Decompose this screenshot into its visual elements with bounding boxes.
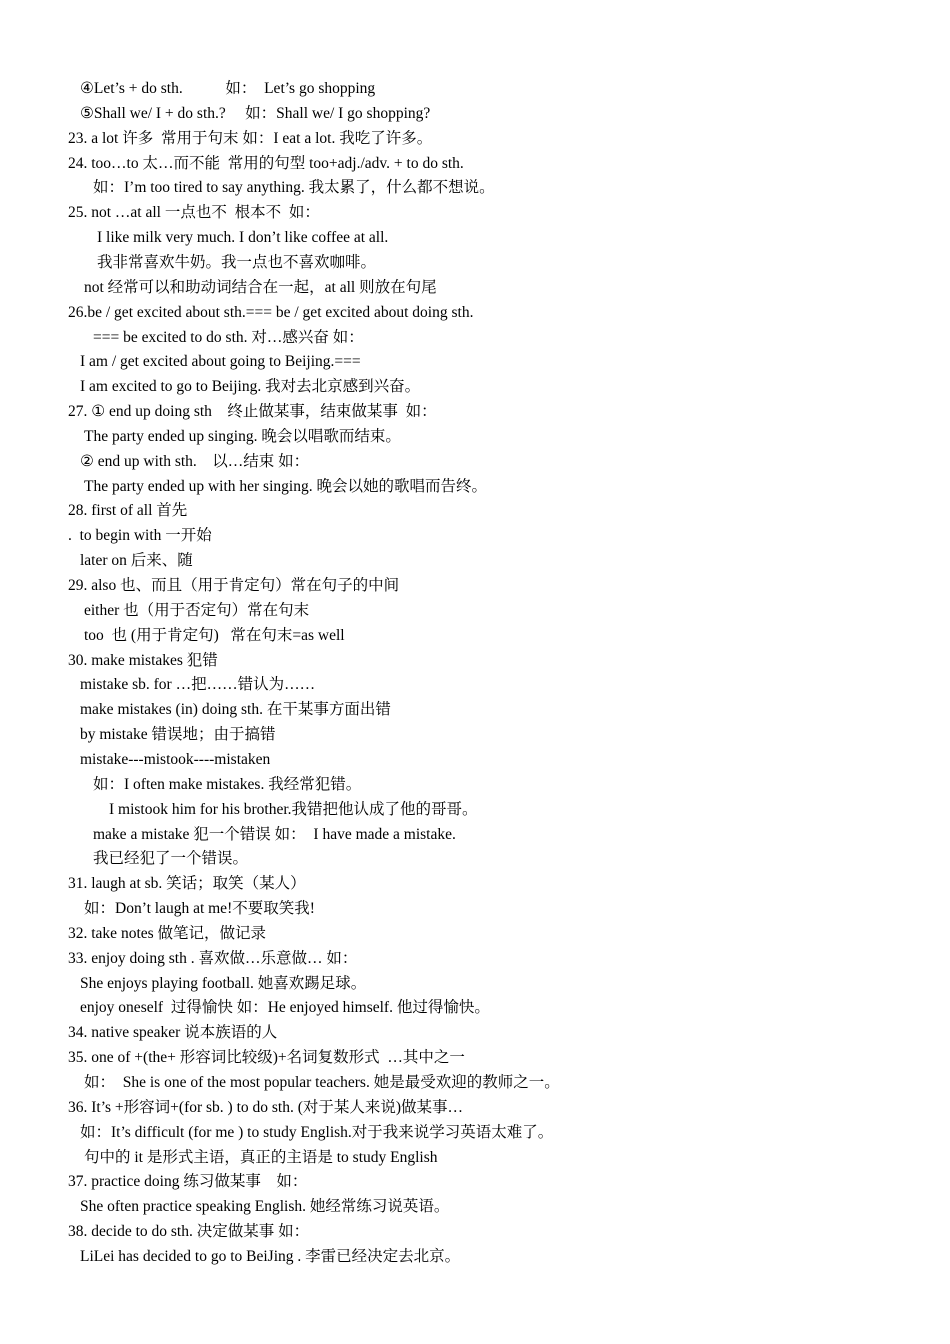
text-line: make mistakes (in) doing sth. 在干某事方面出错 — [80, 701, 391, 719]
text-line: make a mistake 犯一个错误 如： I have made a mistake. — [93, 825, 456, 843]
text-line: 25. not …at all 一点也不 根本不 如： — [68, 204, 320, 222]
text-line: mistake---mistook----mistaken — [80, 750, 271, 768]
text-line: mistake sb. for …把……错认为…… — [80, 676, 316, 694]
text-line: ② end up with sth. 以…结束 如： — [80, 452, 310, 470]
text-line: 38. decide to do sth. 决定做某事 如： — [68, 1223, 310, 1241]
text-line: 我非常喜欢牛奶。我一点也不喜欢咖啡。 — [97, 253, 377, 271]
text-line: by mistake 错误地；由于搞错 — [80, 726, 276, 744]
text-line: 26.be / get excited about sth.=== be / get excited about doing sth. — [68, 303, 474, 321]
text-line: 33. enjoy doing sth . 喜欢做…乐意做… 如： — [68, 949, 358, 967]
text-line: 30. make mistakes 犯错 — [68, 651, 218, 669]
text-line: 36. It’s +形容词+(for sb. ) to do sth. (对于某人来说)做某事… — [68, 1098, 464, 1116]
text-line: 如：I often make mistakes. 我经常犯错。 — [93, 775, 362, 793]
text-line: 29. also 也、而且（用于肯定句）常在句子的中间 — [68, 577, 400, 594]
text-line: 句中的 it 是形式主语，真正的主语是 to study English — [84, 1148, 438, 1166]
text-line: ④Let’s + do sth. 如： Let’s go shopping — [80, 80, 376, 97]
text-line: 37. practice doing 练习做某事 如： — [68, 1173, 308, 1191]
text-line: 如：I’m too tired to say anything. 我太累了，什么都不想说。 — [93, 179, 495, 197]
text-line: I mistook him for his brother.我错把他认成了他的哥哥。 — [109, 800, 478, 818]
text-line: 34. native speaker 说本族语的人 — [68, 1024, 278, 1042]
text-line: The party ended up with her singing. 晚会以她的歌唱而告终。 — [84, 477, 487, 495]
text-line: 我已经犯了一个错误。 — [93, 850, 249, 868]
text-line: 31. laugh at sb. 笑话；取笑（某人） — [68, 875, 306, 893]
text-line: . to begin with 一开始 — [68, 527, 212, 545]
text-line: LiLei has decided to go to BeiJing . 李雷已经决定去北京。 — [80, 1247, 461, 1265]
text-line: 27. ① end up doing sth 终止做某事，结束做某事 如： — [68, 403, 437, 421]
text-line: not 经常可以和助动词结合在一起，at all 则放在句尾 — [84, 278, 437, 296]
text-line: later on 后来、随 — [80, 552, 193, 570]
text-line: She often practice speaking English. 她经常练习说英语。 — [80, 1198, 450, 1216]
text-line: 35. one of +(the+ 形容词比较级)+名词复数形式 …其中之一 — [68, 1049, 465, 1067]
text-line: too 也 (用于肯定句) 常在句末=as well — [84, 626, 345, 644]
text-line: She enjoys playing football. 她喜欢踢足球。 — [80, 974, 367, 992]
text-line: 32. take notes 做笔记，做记录 — [68, 924, 267, 942]
text-line: either 也（用于否定句）常在句末 — [84, 601, 310, 619]
text-line: 如：It’s difficult (for me ) to study English.对于我来说学习英语太难了。 — [80, 1123, 554, 1141]
text-line: 23. a lot 许多 常用于句末 如：I eat a lot. 我吃了许多。 — [68, 129, 433, 147]
text-line: 28. first of all 首先 — [68, 502, 188, 520]
text-line: I like milk very much. I don’t like coffee at all. — [97, 229, 389, 247]
text-line: 如：Don’t laugh at me!不要取笑我! — [84, 900, 315, 918]
text-line: I am excited to go to Beijing. 我对去北京感到兴奋。 — [80, 378, 421, 396]
text-line: The party ended up singing. 晚会以唱歌而结束。 — [84, 427, 401, 445]
text-line: 24. too…to 太…而不能 常用的句型 too+adj./adv. + to do sth. — [68, 154, 464, 172]
text-line: I am / get excited about going to Beijing.=== — [80, 353, 361, 371]
text-line: 如： She is one of the most popular teachers. 她是最受欢迎的教师之一。 — [84, 1074, 560, 1091]
text-line: enjoy oneself 过得愉快 如：He enjoyed himself. 他过得愉快。 — [80, 999, 490, 1017]
text-line: ⑤Shall we/ I + do sth.? 如：Shall we/ I go shopping? — [80, 104, 431, 122]
text-line: === be excited to do sth. 对…感兴奋 如： — [93, 328, 364, 346]
